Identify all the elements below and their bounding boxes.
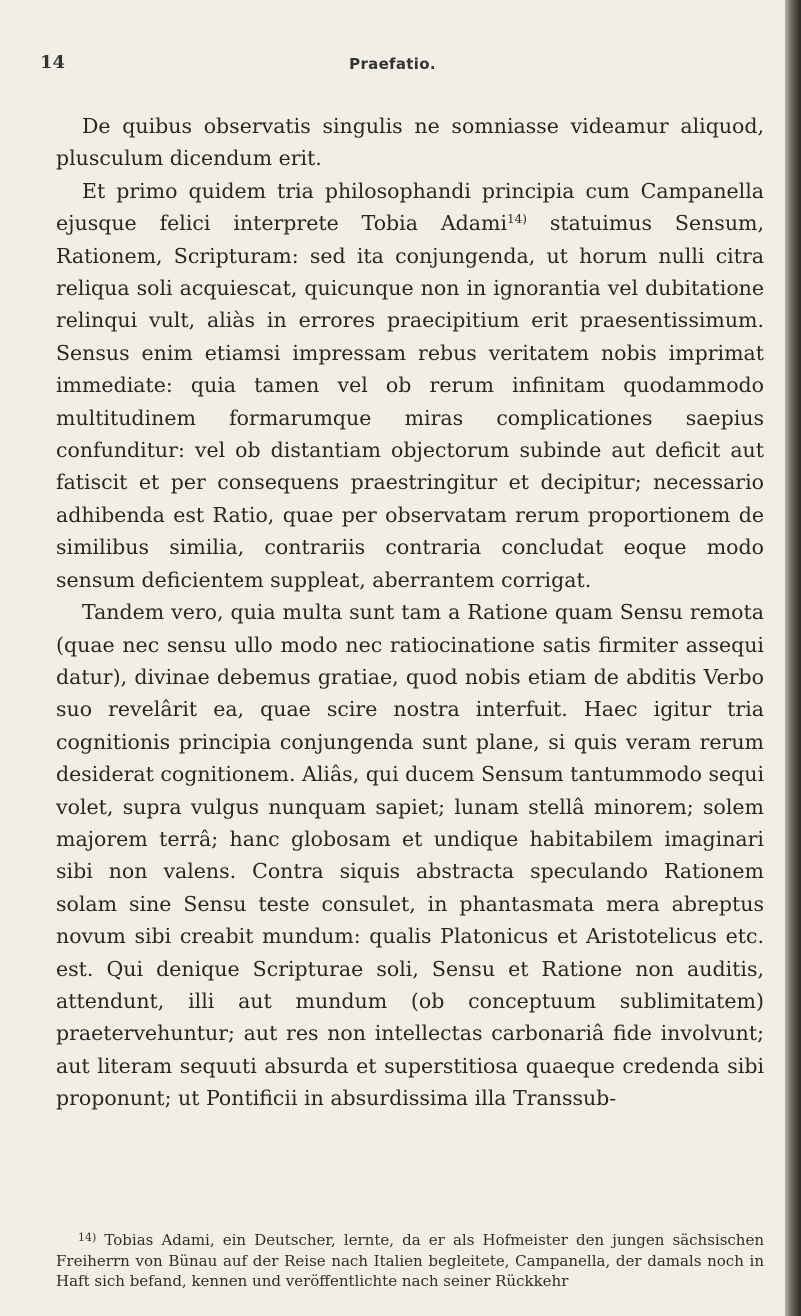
page-header bbox=[0, 52, 785, 82]
page-number: 14 bbox=[40, 52, 66, 73]
running-head: Praefatio. bbox=[349, 55, 436, 73]
footnote-mark: 14) bbox=[78, 1231, 97, 1244]
paragraph-1-text: De quibus observatis singulis ne somniasse videamur aliquod, plusculum dicendum erit. bbox=[56, 114, 764, 171]
paragraph-2 bbox=[56, 175, 764, 596]
body-text bbox=[56, 110, 764, 1115]
footnote-reference: 14) bbox=[507, 212, 527, 227]
paragraph-1 bbox=[56, 110, 764, 175]
paragraph-2-after: statuimus Sensum, Rationem, Scripturam: sed ita conjungenda, ut horum nulli citra reliqua soli acquiescat, quicunque non in ignorantia vel dubitatione relinqui vult, aliàs in errores praecipitium erit praesentissimum. Sensus enim etiamsi impressam rebus veritatem nobis imprimat immediate: quia tamen vel ob rerum infinitam quodammodo multitudinem formarumque miras complicationes saepius confunditur: vel ob distantiam objectorum subinde aut deficit aut fatiscit et per consequens praestringitur et decipitur; necessario adhibenda est Ratio, quae per observatam rerum proportionem de similibus similia, contrariis contraria concludat eoque modo sensum deficientem suppleat, aberrantem corrigat. bbox=[56, 211, 764, 592]
footnote bbox=[56, 1228, 764, 1292]
footnote-text: Tobias Adami, ein Deutscher, lernte, da er als Hofmeister den jungen sächsischen Freiherrn von Bünau auf der Reise nach Italien begleitete, Campanella, der damals noch in Haft sich befand, kennen und veröffentlichte nach seiner Rückkehr bbox=[56, 1231, 764, 1290]
paragraph-2-before: Et primo quidem tria philosophandi principia cum Campanella ejusque felici interprete Tobia Adami bbox=[56, 178, 764, 236]
paragraph-3-text: Tandem vero, quia multa sunt tam a Ratione quam Sensu remota (quae nec sensu ullo modo nec ratiocinatione satis firmiter assequi datur), divinae debemus gratiae, quod nobis etiam de abditis Verbo suo revelârit ea, quae scire nostra interfuit. Haec igitur tria cognitionis principia conjungenda sunt plane, si quis veram rerum desiderat cognitionem. Aliâs, qui ducem Sensum tantummodo sequi volet, supra vulgus nunquam sapiet; lunam stellâ minorem; solem majorem terrâ; hanc globosam et undique habitabilem imaginari sibi non valens. Contra siquis abstracta speculando Rationem solam sine Sensu teste consulet, in phantasmata mera abreptus novum sibi creabit mundum: qualis Platonicus et Aristotelicus etc. est. Qui denique Scripturae soli, Sensu et Ratione non auditis, attendunt, illi aut mundum (ob conceptuum sublimitatem) praetervehuntur; aut res non intellectas carbonariâ fide involvunt; aut literam sequuti absurda et superstitiosa quaeque credenda sibi proponunt; ut Pontificii in absurdissima illa Transsub- bbox=[56, 600, 764, 1111]
paragraph-3 bbox=[56, 596, 764, 1115]
book-spine-edge bbox=[785, 0, 801, 1316]
